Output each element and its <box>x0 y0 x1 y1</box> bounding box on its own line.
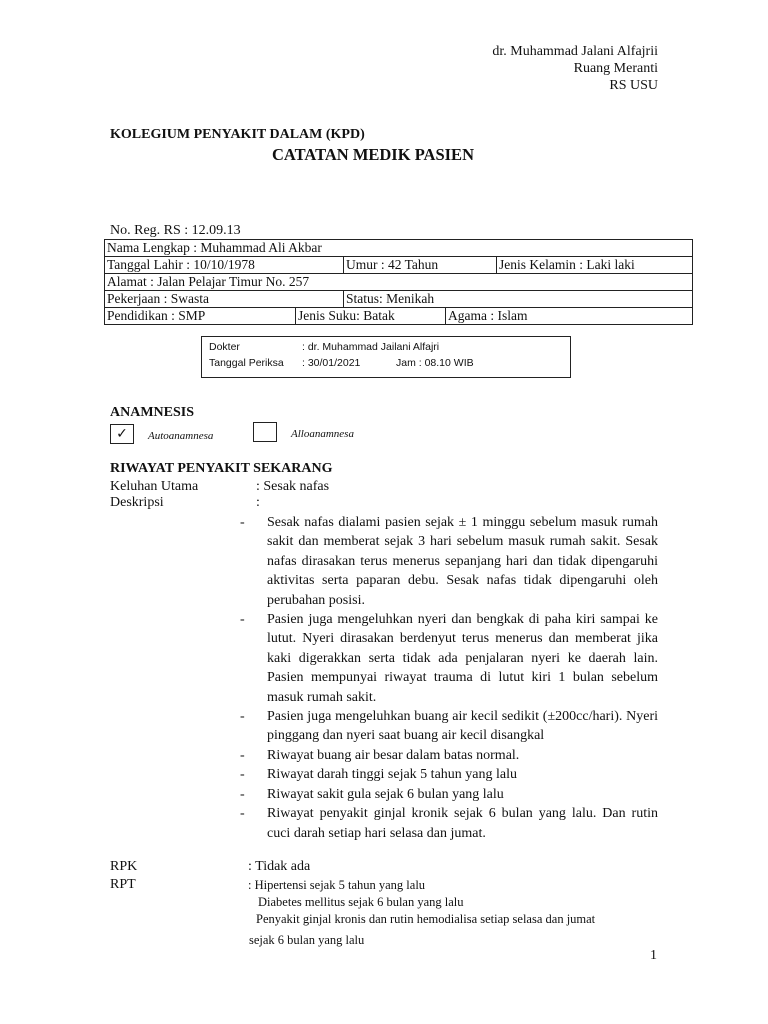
header-doctor: dr. Muhammad Jalani Alfajrii <box>492 44 658 59</box>
rpt-label: RPT <box>110 877 136 892</box>
exam-info-box <box>201 336 571 378</box>
list-item <box>240 804 658 843</box>
bullet-dash: - <box>240 786 245 802</box>
rpt-line-1: : Hipertensi sejak 5 tahun yang lalu <box>248 878 426 892</box>
bullet-dash: - <box>240 612 245 628</box>
exam-date-value: : 30/01/2021 <box>302 357 361 369</box>
list-item <box>240 785 658 804</box>
patient-address: Alamat : Jalan Pelajar Timur No. 257 <box>105 274 693 291</box>
patient-ethnicity: Jenis Suku: Batak <box>296 308 446 325</box>
rpk-value: : Tidak ada <box>248 859 311 874</box>
bullet-dash: - <box>240 747 245 763</box>
kolegium-heading: KOLEGIUM PENYAKIT DALAM (KPD) <box>110 127 365 142</box>
chief-complaint-label: Keluhan Utama <box>110 479 199 494</box>
table-row <box>105 274 693 291</box>
header-hospital: RS USU <box>609 78 658 93</box>
patient-marital-status: Status: Menikah <box>344 291 693 308</box>
table-row <box>105 291 693 308</box>
patient-age: Umur : 42 Tahun <box>344 257 497 274</box>
list-item <box>240 513 658 610</box>
list-item-text: Pasien juga mengeluhkan nyeri dan bengkak di paha kiri sampai ke lutut. Nyeri dirasakan berdenyut terus menerus dan memberat jika kaki digerakkan serta tidak ada penjalaran nyeri ke daerah lain. Pasien mempunyai riwayat trauma di lutut kiri 1 bulan sebelum masuk rumah sakit. <box>267 612 658 705</box>
exam-doctor-label: Dokter <box>209 341 240 353</box>
rpt-line-4: sejak 6 bulan yang lalu <box>249 933 365 947</box>
patient-sex: Jenis Kelamin : Laki laki <box>497 257 693 274</box>
page-number: 1 <box>650 948 657 963</box>
bullet-dash: - <box>240 709 245 725</box>
registration-number: No. Reg. RS : 12.09.13 <box>110 223 241 238</box>
list-item <box>240 746 658 765</box>
description-label: Deskripsi <box>110 495 164 510</box>
table-row <box>105 257 693 274</box>
patient-religion: Agama : Islam <box>446 308 693 325</box>
bullet-dash: - <box>240 515 245 530</box>
list-item-text: Pasien juga mengeluhkan buang air kecil sedikit (±200cc/hari). Nyeri pinggang dan nyeri saat buang air kecil disangkal <box>267 709 658 744</box>
table-row <box>105 240 693 257</box>
anamnesis-heading: ANAMNESIS <box>110 405 195 420</box>
rps-heading: RIWAYAT PENYAKIT SEKARANG <box>110 461 333 476</box>
rpk-label: RPK <box>110 859 138 874</box>
alloanamnesa-checkbox[interactable] <box>253 422 277 442</box>
chief-complaint-value: : Sesak nafas <box>256 479 330 494</box>
autoanamnesa-label: Autoanamnesa <box>148 430 214 442</box>
description-colon: : <box>256 495 260 510</box>
patient-birthdate: Tanggal Lahir : 10/10/1978 <box>105 257 344 274</box>
list-item-text: Riwayat buang air besar dalam batas normal. <box>267 747 520 763</box>
patient-name: Nama Lengkap : Muhammad Ali Akbar <box>105 240 693 257</box>
patient-occupation: Pekerjaan : Swasta <box>105 291 344 308</box>
alloanamnesa-label: Alloanamnesa <box>291 428 354 440</box>
table-row <box>105 308 693 325</box>
list-item <box>240 707 658 746</box>
exam-doctor-value: : dr. Muhammad Jailani Alfajri <box>302 341 440 353</box>
exam-time: Jam : 08.10 WIB <box>396 357 474 369</box>
list-item-text: Riwayat sakit gula sejak 6 bulan yang lalu <box>267 786 504 802</box>
patient-education: Pendidikan : SMP <box>105 308 296 325</box>
rpt-line-2: Diabetes mellitus sejak 6 bulan yang lalu <box>258 895 464 909</box>
page-title: CATATAN MEDIK PASIEN <box>272 145 474 164</box>
header-room: Ruang Meranti <box>573 61 658 76</box>
bullet-dash: - <box>240 767 245 783</box>
rpt-line-3: Penyakit ginjal kronis dan rutin hemodialisa setiap selasa dan jumat <box>256 912 596 926</box>
list-item-text: Sesak nafas dialami pasien sejak ± 1 minggu sebelum masuk rumah sakit dan memberat sejak 3 hari sebelum masuk rumah sakit. Sesak nafas dirasakan terus menerus sepanjang hari dan tidak dipengaruhi aktivitas serta paparan debu. Sesak nafas tidak dipengaruhi oleh perubahan posisi. <box>267 515 658 608</box>
list-item <box>240 610 658 707</box>
list-item <box>240 765 658 784</box>
bullet-dash: - <box>240 806 245 822</box>
autoanamnesa-checkbox[interactable]: ✓ <box>110 424 134 444</box>
list-item-text: Riwayat penyakit ginjal kronik sejak 6 bulan yang lalu. Dan rutin cuci darah setiap hari selasa dan jumat. <box>267 806 658 841</box>
patient-info-table <box>104 239 693 325</box>
list-item-text: Riwayat darah tinggi sejak 5 tahun yang lalu <box>267 767 517 783</box>
exam-date-label: Tanggal Periksa <box>209 357 284 369</box>
description-list <box>240 513 658 843</box>
